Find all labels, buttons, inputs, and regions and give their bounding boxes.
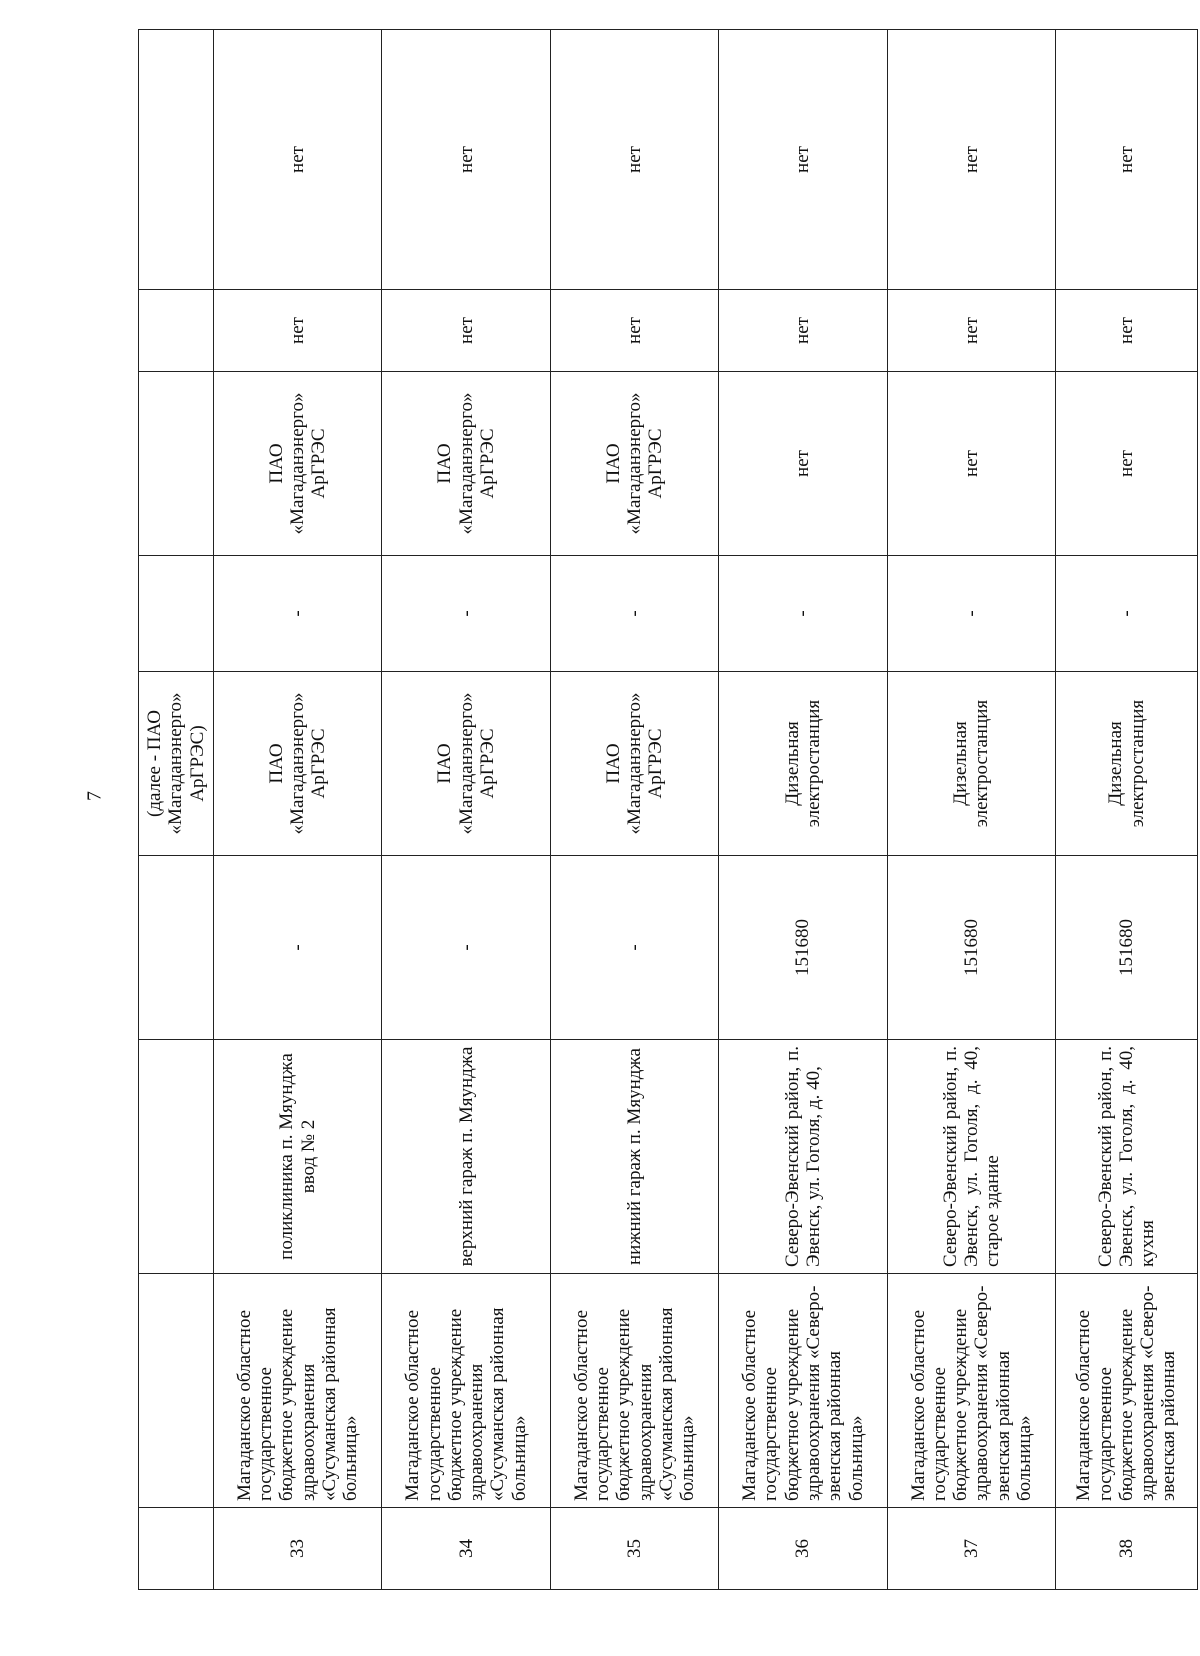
code-cell: - [382, 856, 550, 1040]
column-6-cell: - [887, 556, 1055, 672]
location-cell: нижний гараж п. Мяунджа [550, 1040, 718, 1274]
supplier-cell: ПАО «Магаданэнерго» АрГРЭС [214, 672, 382, 856]
location-cell: Северо-Эвенский район, п. Эвенск, ул. Гоголя, д. 40, старое здание [887, 1040, 1055, 1274]
column-8-cell: нет [887, 290, 1055, 372]
rotated-table-wrapper [138, 30, 1198, 1590]
column-9-cell: нет [887, 30, 1055, 290]
header-cell: (далее - ПАО «Магаданэнерго» АрГРЭС) [139, 672, 214, 856]
supplier-cell: ПАО «Магаданэнерго» АрГРЭС [382, 672, 550, 856]
column-6-cell: - [550, 556, 718, 672]
column-9-cell: нет [1056, 30, 1198, 290]
header-cell [139, 856, 214, 1040]
header-cell [139, 1274, 214, 1508]
table-row [1056, 30, 1198, 1590]
location-cell: верхний гараж п. Мяунджа [382, 1040, 550, 1274]
column-9-cell: нет [382, 30, 550, 290]
supplier-cell: ПАО «Магаданэнерго» АрГРЭС [550, 672, 718, 856]
row-number: 35 [550, 1508, 718, 1590]
column-7-cell: ПАО «Магаданэнерго» АрГРЭС [214, 372, 382, 556]
column-7-cell: нет [887, 372, 1055, 556]
row-number: 37 [887, 1508, 1055, 1590]
column-8-cell: нет [382, 290, 550, 372]
column-8-cell: нет [719, 290, 887, 372]
header-cell [139, 290, 214, 372]
column-9-cell: нет [550, 30, 718, 290]
organization-cell: Магаданское областное государственное бюджетное учреждение здравоохранения «Сусуманская районная больница» [214, 1274, 382, 1508]
column-6-cell: - [382, 556, 550, 672]
location-cell: Северо-Эвенский район, п. Эвенск, ул. Гоголя, д. 40, кухня [1056, 1040, 1198, 1274]
row-number: 36 [719, 1508, 887, 1590]
column-7-cell: нет [1056, 372, 1198, 556]
column-6-cell: - [214, 556, 382, 672]
code-cell: 151680 [887, 856, 1055, 1040]
table-row [887, 30, 1055, 1590]
row-number: 34 [382, 1508, 550, 1590]
location-cell: поликлиника п. Мяунджа ввод № 2 [214, 1040, 382, 1274]
table-header-row [139, 30, 214, 1590]
organization-cell: Магаданское областное государственное бюджетное учреждение здравоохранения «Северо-эвенская районная больница» [719, 1274, 887, 1508]
supplier-cell: Дизельная электростанция [1056, 672, 1198, 856]
row-number: 33 [214, 1508, 382, 1590]
organization-cell: Магаданское областное государственное бюджетное учреждение здравоохранения «Сусуманская районная больница» [382, 1274, 550, 1508]
table-row [214, 30, 382, 1590]
column-7-cell: нет [719, 372, 887, 556]
header-cell [139, 1040, 214, 1274]
column-7-cell: ПАО «Магаданэнерго» АрГРЭС [550, 372, 718, 556]
column-7-cell: ПАО «Магаданэнерго» АрГРЭС [382, 372, 550, 556]
code-cell: 151680 [719, 856, 887, 1040]
column-9-cell: нет [214, 30, 382, 290]
row-number: 38 [1056, 1508, 1198, 1590]
header-cell [139, 30, 214, 290]
column-8-cell: нет [550, 290, 718, 372]
column-6-cell: - [1056, 556, 1198, 672]
page-number: 7 [83, 791, 106, 801]
organization-cell: Магаданское областное государственное бюджетное учреждение здравоохранения «Северо-эвенская районная [1056, 1274, 1198, 1508]
table-row [550, 30, 718, 1590]
code-cell: - [550, 856, 718, 1040]
location-cell: Северо-Эвенский район, п. Эвенск, ул. Гоголя, д. 40, [719, 1040, 887, 1274]
table-row [382, 30, 550, 1590]
column-6-cell: - [719, 556, 887, 672]
column-8-cell: нет [1056, 290, 1198, 372]
header-cell [139, 1508, 214, 1590]
header-cell [139, 556, 214, 672]
table-row [719, 30, 887, 1590]
column-8-cell: нет [214, 290, 382, 372]
organization-cell: Магаданское областное государственное бюджетное учреждение здравоохранения «Сусуманская районная больница» [550, 1274, 718, 1508]
code-cell: - [214, 856, 382, 1040]
code-cell: 151680 [1056, 856, 1198, 1040]
organization-cell: Магаданское областное государственное бюджетное учреждение здравоохранения «Северо-эвенская районная больница» [887, 1274, 1055, 1508]
supplier-cell: Дизельная электростанция [719, 672, 887, 856]
header-cell [139, 372, 214, 556]
column-9-cell: нет [719, 30, 887, 290]
data-table [138, 29, 1198, 1590]
supplier-cell: Дизельная электростанция [887, 672, 1055, 856]
